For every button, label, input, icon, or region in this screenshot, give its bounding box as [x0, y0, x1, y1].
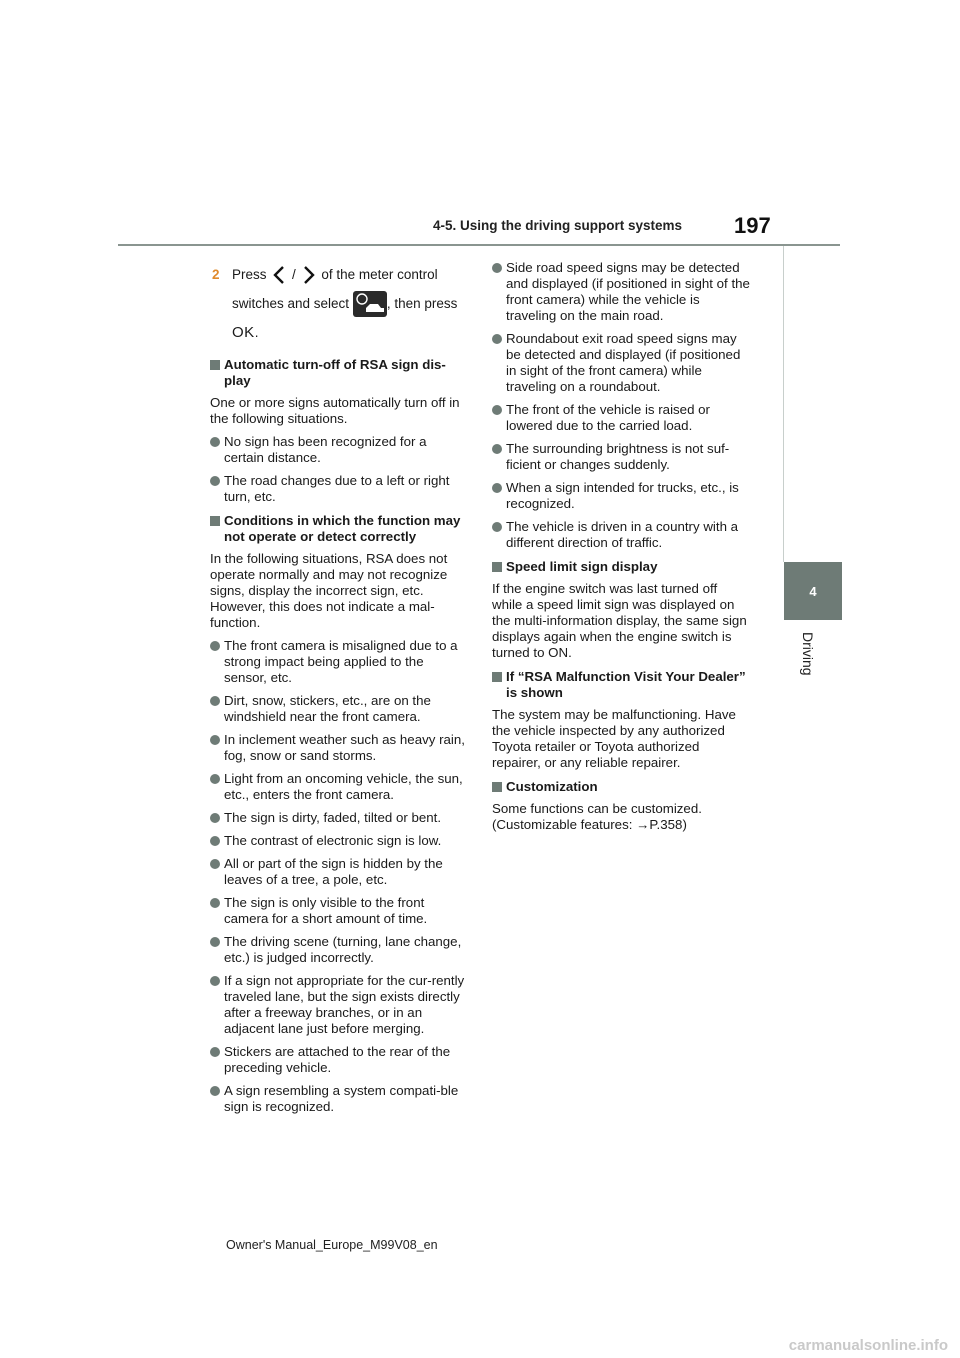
side-divider [783, 246, 784, 562]
list-item: The road changes due to a left or right turn, etc. [210, 473, 468, 505]
ok-icon: OK [232, 324, 255, 341]
list-item: Side road speed signs may be detected and displayed (if positioned in sight of the front camera) while the vehicle is traveling on the main road. [492, 260, 750, 324]
section-title: 4-5. Using the driving support systems [433, 218, 683, 233]
header-divider [118, 244, 840, 246]
list-item: If a sign not appropriate for the cur-rently traveled lane, but the sign exists directly after a freeway branches, or in an adjacent lane just before merging. [210, 973, 468, 1037]
list-item: The sign is dirty, faded, tilted or bent. [210, 810, 468, 826]
page-number: 197 [734, 213, 771, 238]
chevron-right-icon [302, 265, 316, 285]
step-text-then: , then [386, 296, 421, 311]
list-item: Roundabout exit road speed signs may be detected and displayed (if positioned in sight of the front camera) while traveling on a roundabout. [492, 331, 750, 395]
list-item: The front camera is misaligned due to a strong impact being applied to the sensor, etc. [210, 638, 468, 686]
footer-text: Owner's Manual_Europe_M99V08_en [226, 1238, 438, 1252]
list-item: The driving scene (turning, lane change, etc.) is judged incorrectly. [210, 934, 468, 966]
list-item: When a sign intended for trucks, etc., is recognized. [492, 480, 750, 512]
paragraph: If the engine switch was last turned off while a speed limit sign was displayed on the multi-information display, the same sign displays again when the engine switch is turned to ON. [492, 581, 747, 660]
list-item: The contrast of electronic sign is low. [210, 833, 468, 849]
rsa-car-icon [353, 291, 387, 317]
heading-conditions: Conditions in which the function may not operate or detect correctly [210, 513, 468, 545]
step-separator: / [292, 267, 296, 282]
chapter-tab[interactable]: 4 [784, 562, 842, 620]
heading-customization: Customization [492, 779, 750, 795]
step-period: . [254, 325, 259, 340]
right-column [492, 260, 750, 840]
step-number: 2 [212, 267, 220, 282]
step-2 [210, 260, 468, 347]
step-text-switches: of the meter control switches and select [232, 267, 438, 311]
list-item: Light from an oncoming vehicle, the sun, etc., enters the front camera. [210, 771, 468, 803]
watermark: carmanualsonline.info [788, 1337, 948, 1354]
left-column [210, 260, 468, 1122]
list-item: In inclement weather such as heavy rain, fog, snow or sand storms. [210, 732, 468, 764]
heading-automatic-turn-off: Automatic turn-off of RSA sign dis-play [210, 357, 468, 389]
list-item: Stickers are attached to the rear of the preceding vehicle. [210, 1044, 468, 1076]
step-text-press2: press [424, 296, 458, 311]
paragraph: In the following situations, RSA does not operate normally and may not recognize signs, display the incorrect sign, etc. However, this does not indicate a mal-function. [210, 551, 448, 630]
list-item: All or part of the sign is hidden by the leaves of a tree, a pole, etc. [210, 856, 468, 888]
list-item: No sign has been recognized for a certain distance. [210, 434, 468, 466]
list-item: Dirt, snow, stickers, etc., are on the windshield near the front camera. [210, 693, 468, 725]
paragraph: The system may be malfunctioning. Have the vehicle inspected by any authorized Toyota retailer or Toyota authorized repairer, or any reliable repairer. [492, 707, 736, 770]
step-text-press: Press [232, 267, 267, 282]
list-item: The sign is only visible to the front camera for a short amount of time. [210, 895, 468, 927]
list-item: The front of the vehicle is raised or lowered due to the carried load. [492, 402, 750, 434]
list-item: The vehicle is driven in a country with a different direction of traffic. [492, 519, 750, 551]
list-item: A sign resembling a system compati-ble sign is recognized. [210, 1083, 468, 1115]
paragraph: One or more signs automatically turn off in the following situations. [210, 395, 460, 426]
chevron-left-icon [272, 265, 286, 285]
chapter-label: Driving [800, 632, 816, 676]
heading-speed-limit-display: Speed limit sign display [492, 559, 750, 575]
list-item: The surrounding brightness is not suf-ficient or changes suddenly. [492, 441, 750, 473]
heading-rsa-malfunction: If “RSA Malfunction Visit Your Dealer” is shown [492, 669, 750, 701]
paragraph-customization: Some functions can be customized. (Customizable features: →P.358) [492, 801, 702, 832]
